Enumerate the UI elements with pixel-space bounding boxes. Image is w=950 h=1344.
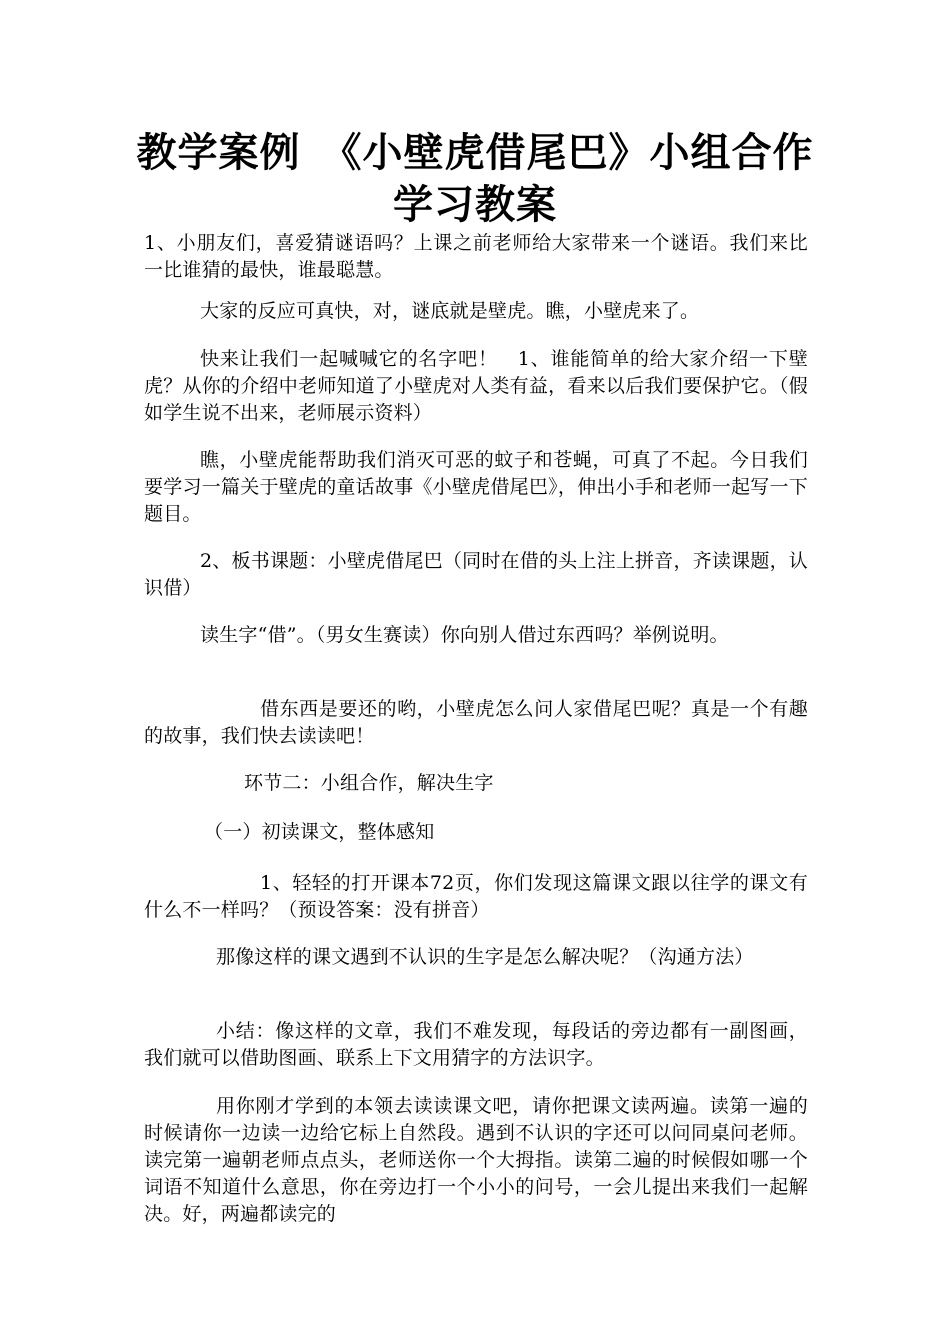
paragraph-answer: 大家的反应可真快，对，谜底就是壁虎。瞧，小壁虎来了。 [200, 300, 700, 322]
paragraph-introduce-gecko: 快来让我们一起喊喊它的名字吧！ 1、谁能简单的给大家介绍一下壁虎？从你的介绍中老师知道了小壁虎对人类有益，看来以后我们要保护它。（假如学生说不出来，老师展示资料） [144, 348, 808, 424]
paragraph-borrow-story: 借东西是要还的哟，小壁虎怎么问人家借尾巴呢？真是一个有趣的故事，我们快去读读吧！ [144, 698, 808, 747]
paragraph-solve-unknown: 那像这样的课文遇到不认识的生字是怎么解决呢？（沟通方法） [216, 946, 754, 968]
paragraph-riddle-intro: 1、小朋友们，喜爱猜谜语吗？上课之前老师给大家带来一个谜语。我们来比一比谁猜的最快，谁最聪慧。 [144, 232, 808, 281]
paragraph-summary: 小结：像这样的文章，我们不难发现，每段话的旁边都有一副图画，我们就可以借助图画、联系上下文用猜字的方法识字。 [144, 1020, 808, 1069]
paragraph-open-textbook: 1、轻轻的打开课本72页，你们发现这篇课文跟以往学的课文有什么不一样吗？（预设答案：没有拼音） [144, 872, 808, 921]
title-line-1: 教学案例 《小壁虎借尾巴》小组合作 [136, 130, 814, 176]
document-title [120, 127, 830, 231]
title-line-2: 学习教案 [393, 182, 557, 228]
paragraph-board-title: 2、板书课题：小壁虎借尾巴（同时在借的头上注上拼音，齐读课题，认识借） [144, 550, 808, 599]
subsection-heading-first-reading: （一）初读课文，整体感知 [204, 821, 435, 843]
paragraph-read-character: 读生字“借”。（男女生赛读）你向别人借过东西吗？举例说明。 [200, 624, 729, 646]
section-heading-group-work: 环节二：小组合作，解决生字 [244, 772, 494, 794]
paragraph-story-intro: 瞧，小壁虎能帮助我们消灭可恶的蚊子和苍蝇，可真了不起。今日我们要学习一篇关于壁虎的童话故事《小壁虎借尾巴》，伸出小手和老师一起写一下题目。 [144, 449, 808, 525]
paragraph-read-twice: 用你刚才学到的本领去读读课文吧，请你把课文读两遍。读第一遍的时候请你一边读一边给它标上自然段。遇到不认识的字还可以问同桌问老师。读完第一遍朝老师点点头，老师送你一个大拇指。读第二遍的时候假如哪一个词语不知道什么意思，你在旁边打一个小小的问号，一会儿提出来我们一起解决。好，两遍都读完的 [144, 1095, 808, 1225]
